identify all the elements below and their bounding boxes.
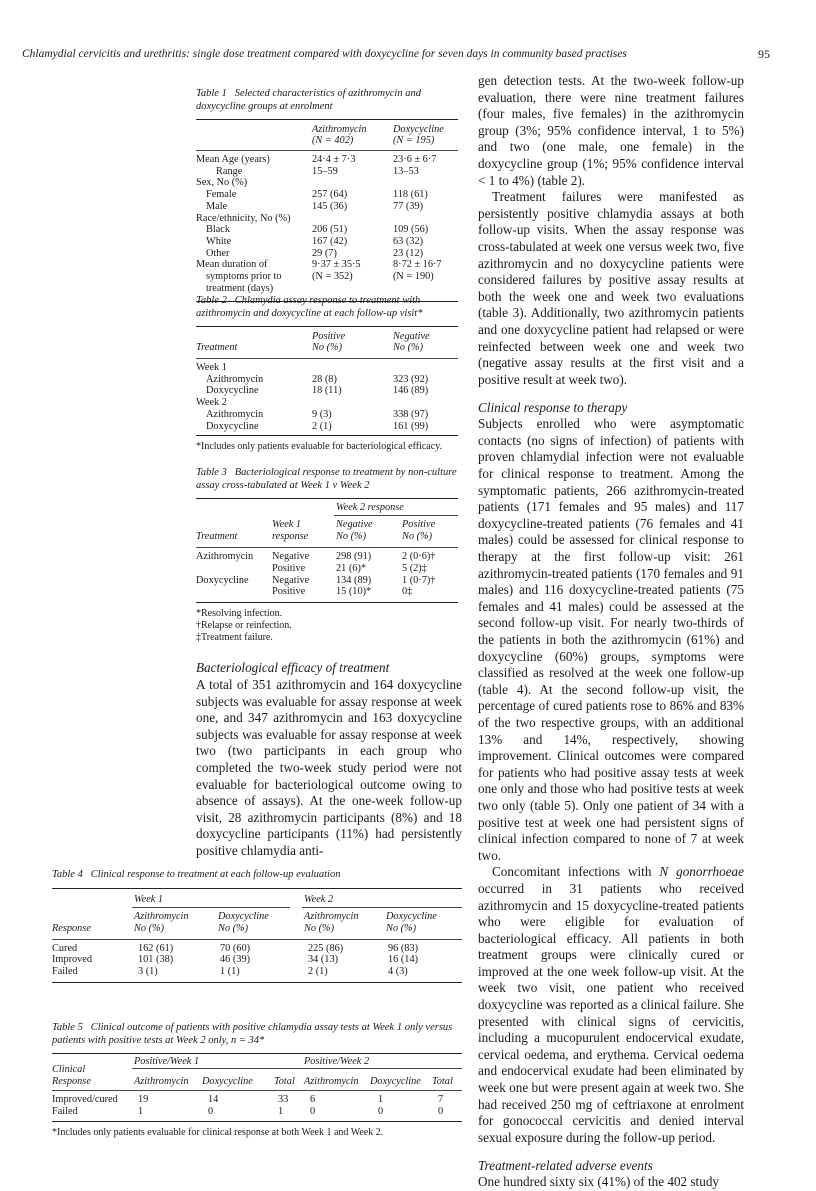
t2-col-treatment: Treatment [196, 342, 238, 353]
t3-col-treatment: Treatment [196, 531, 238, 542]
t1-row-label: Other [206, 247, 230, 259]
running-title: Chlamydial cervicitis and urethritis: single dose treatment compared with doxycycline for seven days in community based practises [22, 48, 627, 60]
t5-row-az2: 6 [310, 1094, 316, 1105]
t1-row-label: Mean Age (years) [196, 154, 270, 165]
t1-row-doxy: (N = 190) [393, 271, 434, 282]
paragraph-failures: Treatment failures were manifested as persistently positive chlamydia assays at both follow-up visits. When the assay response was cross-tabulated at week one versus week two, five azithromycin and no doxycycline patients were considered failures by positive assay results at both the week one and week two evaluations (table 3). Additionally, two azithromycin patients and one doxycycline patient had relapsed or were reinfected between week one and week two (negative assay results at the first visit and a positive result at week two). [478, 189, 744, 387]
t2-row-positive: 18 (11) [312, 385, 342, 397]
table-3-caption-text: Bacteriological response to treatment by non-culture assay cross-tabulated at Week 1 v Week 2 [196, 467, 457, 491]
t3-footnote-3: ‡Treatment failure. [196, 631, 273, 643]
t4-row-dx1: 1 (1) [220, 966, 240, 978]
t5-row-dx1: 14 [208, 1094, 219, 1105]
paragraph-bacteriological: A total of 351 azithromycin and 164 doxycycline subjects was evaluable for assay response at week one, and 347 azithromycin and 163 doxycycline subjects was evaluable for assay response at week two (two participants in each group who completed the two-week study period were not evaluable for bacteriological outcome owing to absence of assays). At the one-week follow-up visit, 28 azithromycin participants (8%) and 18 doxycycline participants (11%) had persistently positive chlamydia anti- [196, 677, 462, 858]
table-1-number: Table 1 [196, 88, 227, 99]
t2-row-label: Azithromycin [206, 408, 264, 420]
organism-name: N gonorrhoeae [659, 864, 745, 880]
t3-col-negative: Negative [336, 519, 373, 530]
t5-row-total2: 7 [438, 1094, 444, 1105]
t1-row-azithro: 257 (64) [312, 189, 348, 201]
t3-row-response: Negative [272, 551, 310, 562]
t4-col-az2-no: No (%) [304, 922, 335, 934]
t5-col-az1: Azithromycin [134, 1076, 189, 1087]
table-4-caption [52, 869, 462, 882]
table-5-caption-text: Clinical outcome of patients with positive chlamydia assay tests at Week 1 only versus patients with positive tests at Week 2 only, n = 34* [52, 1022, 453, 1046]
t2-col-negative: Negative [393, 331, 430, 342]
t4-week1: Week 1 [134, 893, 164, 905]
table-5 [52, 1022, 462, 1139]
table-3-body [196, 548, 458, 602]
t3-col-negative-no: No (%) [336, 531, 367, 542]
t1-row-doxy: 109 (56) [393, 224, 429, 236]
t1-row-azithro: 167 (42) [312, 235, 348, 247]
t1-col-azithro: Azithromycin [312, 124, 367, 135]
t4-col-dx1: Doxycycline [218, 910, 269, 922]
t2-row-negative: 338 (97) [393, 408, 429, 420]
table-4 [52, 869, 462, 983]
t4-row-label: Cured [52, 942, 78, 954]
t4-row-dx1: 70 (60) [220, 942, 251, 954]
t1-row-label: Sex, No (%) [196, 177, 248, 189]
right-column-text [478, 73, 744, 1191]
t5-row-dx2: 0 [378, 1105, 384, 1117]
table-1-body [196, 151, 458, 301]
t2-row-label: Week 2 [196, 397, 227, 409]
t2-row-positive: 2 (1) [312, 420, 332, 432]
section-heading-clinical: Clinical response to therapy [478, 400, 628, 416]
t1-row-doxy: 118 (61) [393, 189, 428, 201]
table-3-footnotes [196, 608, 458, 643]
t3-row-treatment: Doxycycline [196, 574, 249, 586]
t4-col-az2: Azithromycin [304, 910, 359, 922]
t2-col-negative-no: No (%) [393, 342, 424, 353]
t1-row-label: Female [206, 189, 237, 201]
t3-col-week1-response: response [272, 531, 309, 542]
t3-col-positive-no: No (%) [402, 531, 433, 542]
t1-row-azithro: (N = 352) [312, 271, 353, 282]
t4-row-dx2: 16 (14) [388, 954, 419, 966]
t1-row-label: Black [206, 224, 231, 236]
t1-row-doxy: 63 (32) [393, 235, 424, 247]
t3-col-positive: Positive [402, 519, 436, 530]
table-5-footnote: *Includes only patients evaluable for clinical response at both Week 1 and Week 2. [52, 1127, 384, 1138]
t4-row-az1: 3 (1) [138, 966, 158, 978]
t5-col-total1: Total [274, 1076, 295, 1087]
t3-footnote-2: †Relapse or reinfection. [196, 619, 292, 631]
t1-row-doxy: 8·72 ± 16·7 [393, 259, 442, 271]
t1-row-azithro: 15–59 [312, 165, 338, 177]
t3-row-positive: 1 (0·7)† [402, 574, 436, 586]
t1-row-label: Male [206, 200, 228, 212]
t1-row-label: treatment (days) [206, 282, 274, 294]
t2-row-negative: 146 (89) [393, 385, 429, 397]
t1-row-azithro: 206 (51) [312, 224, 348, 236]
t1-col-doxy: Doxycycline [393, 124, 444, 135]
t4-row-label: Improved [52, 954, 93, 966]
t1-row-label: symptoms prior to [206, 271, 282, 282]
t3-row-negative: 15 (10)* [336, 586, 372, 598]
t1-row-azithro: 24·4 ± 7·3 [312, 154, 356, 165]
t2-col-positive: Positive [312, 331, 346, 342]
t4-row-az2: 2 (1) [308, 966, 328, 978]
t5-col-dx1: Doxycycline [202, 1076, 253, 1087]
table-2-caption [196, 295, 458, 320]
t4-col-dx2-no: No (%) [386, 922, 417, 934]
table-5-body [52, 1091, 462, 1121]
table-3-caption [196, 467, 458, 492]
table-3-number: Table 3 [196, 467, 227, 478]
table-3 [196, 467, 458, 643]
table-4-caption-text: Clinical response to treatment at each follow-up evaluation [90, 869, 341, 880]
table-1 [196, 88, 458, 302]
t2-row-negative: 161 (99) [393, 420, 429, 432]
t3-row-negative: 134 (89) [336, 574, 372, 586]
t5-pos-week1: Positive/Week 1 [134, 1056, 200, 1067]
t5-row-label: Failed [52, 1105, 78, 1117]
paragraph-adverse: One hundred sixty six (41%) of the 402 study [478, 1174, 720, 1190]
t1-row-azithro: 9·37 ± 35·5 [312, 259, 361, 271]
t1-row-label: Race/ethnicity, No (%) [196, 212, 291, 224]
t3-row-positive: 5 (2)‡ [402, 562, 427, 574]
t3-group-header: Week 2 response [336, 502, 404, 513]
t1-row-doxy: 23·6 ± 6·7 [393, 154, 437, 165]
t4-row-az1: 101 (38) [138, 954, 174, 966]
t4-row-dx2: 96 (83) [388, 942, 419, 954]
table-5-number: Table 5 [52, 1022, 83, 1033]
t4-col-az1-no: No (%) [134, 922, 165, 934]
t5-col-response: Response [52, 1076, 91, 1087]
t2-col-positive-no: No (%) [312, 342, 343, 353]
t2-row-positive: 28 (8) [312, 373, 337, 385]
t5-row-label: Improved/cured [52, 1094, 118, 1105]
t3-row-negative: 298 (91) [336, 551, 372, 562]
t1-row-azithro: 145 (36) [312, 200, 348, 212]
t4-week2: Week 2 [304, 893, 334, 905]
t4-row-az2: 225 (86) [308, 942, 344, 954]
t1-row-doxy: 23 (12) [393, 247, 424, 259]
t3-row-response: Positive [272, 562, 306, 574]
paragraph-gonorrhoeae: Concomitant infections with N gonorrhoeae occurred in 31 patients who received azithromycin and 15 doxycycline-treated patients who were eligible for evaluation of bacteriological efficacy. All patients in both treatment groups were clinically cured or improved at the one week follow-up visit. At the week two visit, one patient who received doxycycline was reported as a clinical failure. She presented with clinical signs of cervicitis, including a mucopurulent endocervical exudate, cervical oedema, and erythema. Cervical oedema and endocervical exudate had been eliminated by week one but were present again at week two. She had received 250 mg of ceftriaxone at enrolment for gonococcal cervicitis and denied interval sexual exposure during the follow-up period. [478, 864, 745, 1145]
left-column-text [196, 660, 462, 860]
table-5-caption [52, 1022, 462, 1047]
t4-col-response: Response [52, 922, 91, 934]
t2-row-negative: 323 (92) [393, 373, 429, 385]
t4-row-dx1: 46 (39) [220, 954, 251, 966]
t4-col-dx2: Doxycycline [386, 910, 437, 922]
t1-row-label: White [206, 235, 232, 247]
t3-row-response: Positive [272, 586, 306, 598]
t5-row-dx1: 0 [208, 1105, 214, 1117]
table-2-caption-text: Chlamydia assay response to treatment with azithromycin and doxycycline at each follow-up visit* [196, 295, 423, 319]
t5-row-az1: 1 [138, 1105, 144, 1117]
t3-footnote-1: *Resolving infection. [196, 608, 283, 619]
t5-pos-week2: Positive/Week 2 [304, 1056, 370, 1067]
t5-col-total2: Total [432, 1076, 453, 1087]
t3-col-week1: Week 1 [272, 519, 302, 530]
t1-row-doxy: 13–53 [393, 165, 419, 177]
t5-col-az2: Azithromycin [304, 1076, 359, 1087]
t4-row-az1: 162 (61) [138, 942, 174, 954]
t4-row-dx2: 4 (3) [388, 966, 408, 978]
t5-col-dx2: Doxycycline [370, 1076, 421, 1087]
t2-row-label: Week 1 [196, 362, 227, 373]
section-heading-adverse: Treatment-related adverse events [478, 1158, 653, 1174]
t3-row-positive: 0‡ [402, 586, 413, 598]
page-number: 95 [758, 47, 770, 61]
table-2 [196, 295, 458, 453]
t5-row-az1: 19 [138, 1094, 149, 1105]
t2-row-label: Doxycycline [206, 420, 259, 432]
t1-row-doxy: 77 (39) [393, 200, 424, 212]
t3-row-response: Negative [272, 574, 310, 586]
table-4-number: Table 4 [52, 869, 83, 880]
paragraph-clinical: Subjects enrolled who were asymptomatic contacts (no signs of infection) of patients with proven chlamydial infection were not evaluable for clinical response to treatment. Among the symptomatic patients, 266 azithromycin-treated patients (171 females and 95 males) and 117 doxycycline-treated patients (76 females and 41 males) could be assessed for clinical response to therapy at the first follow-up visit: 261 azithromycin-treated patients (170 females and 91 males) and 116 doxycycline-treated patients (75 females and 41 males) could be assessed at the second follow-up visit. For nearly two-thirds of the patients in both the azithromycin (61%) and doxycycline (60%) groups, symptoms were classified as resolved at the week one follow-up (table 4). At the second follow-up visit, the percentage of cured patients rose to 86% and 83% of the two respective groups, with an additional 13% and 14%, respectively, showing improvement. Clinical outcomes were compared for patients who had positive assay tests at week one only and those who had positive tests at week two only (table 5). Only one patient of 34 with a positive test at week one had persistent signs of clinical infection compared to none of 7 at week two. [478, 416, 744, 863]
t5-row-total2: 0 [438, 1105, 444, 1117]
section-heading-bacteriological: Bacteriological efficacy of treatment [196, 660, 390, 675]
t1-col-azithro-n: (N = 402) [312, 135, 354, 146]
paragraph-followup: gen detection tests. At the two-week follow-up evaluation, there were nine treatment failures (four males, five females) in the azithromycin group (3%; 95% confidence interval, 1 to 5%) and two (one male, one female) in the doxycycline group (1%; 95% confidence interval < 1 to 4%) (table 2). [478, 73, 744, 188]
t5-col-clinical: Clinical [52, 1064, 86, 1075]
t4-row-label: Failed [52, 966, 78, 978]
t4-col-az1: Azithromycin [134, 910, 189, 922]
t1-row-label: Range [216, 165, 243, 177]
t3-row-negative: 21 (6)* [336, 562, 367, 574]
t2-row-label: Doxycycline [206, 385, 259, 397]
table-2-footnote: *Includes only patients evaluable for bacteriological efficacy. [196, 441, 443, 452]
t5-row-total1: 1 [278, 1105, 284, 1117]
table-1-caption [196, 88, 458, 113]
table-4-body [52, 940, 462, 982]
t3-row-treatment: Azithromycin [196, 551, 254, 562]
table-2-number: Table 2 [196, 295, 227, 306]
t1-row-azithro: 29 (7) [312, 247, 337, 259]
t4-col-dx1-no: No (%) [218, 922, 249, 934]
t1-row-label: Mean duration of [196, 259, 268, 271]
t2-row-label: Azithromycin [206, 373, 264, 385]
t1-col-doxy-n: (N = 195) [393, 135, 435, 146]
table-1-caption-text: Selected characteristics of azithromycin and doxycycline groups at enrolment [196, 88, 421, 112]
t3-row-positive: 2 (0·6)† [402, 551, 436, 562]
t5-row-dx2: 1 [378, 1094, 384, 1105]
t2-row-positive: 9 (3) [312, 408, 332, 420]
t5-row-total1: 33 [278, 1094, 289, 1105]
t4-row-az2: 34 (13) [308, 954, 339, 966]
table-2-body [196, 359, 458, 435]
t5-row-az2: 0 [310, 1105, 316, 1117]
